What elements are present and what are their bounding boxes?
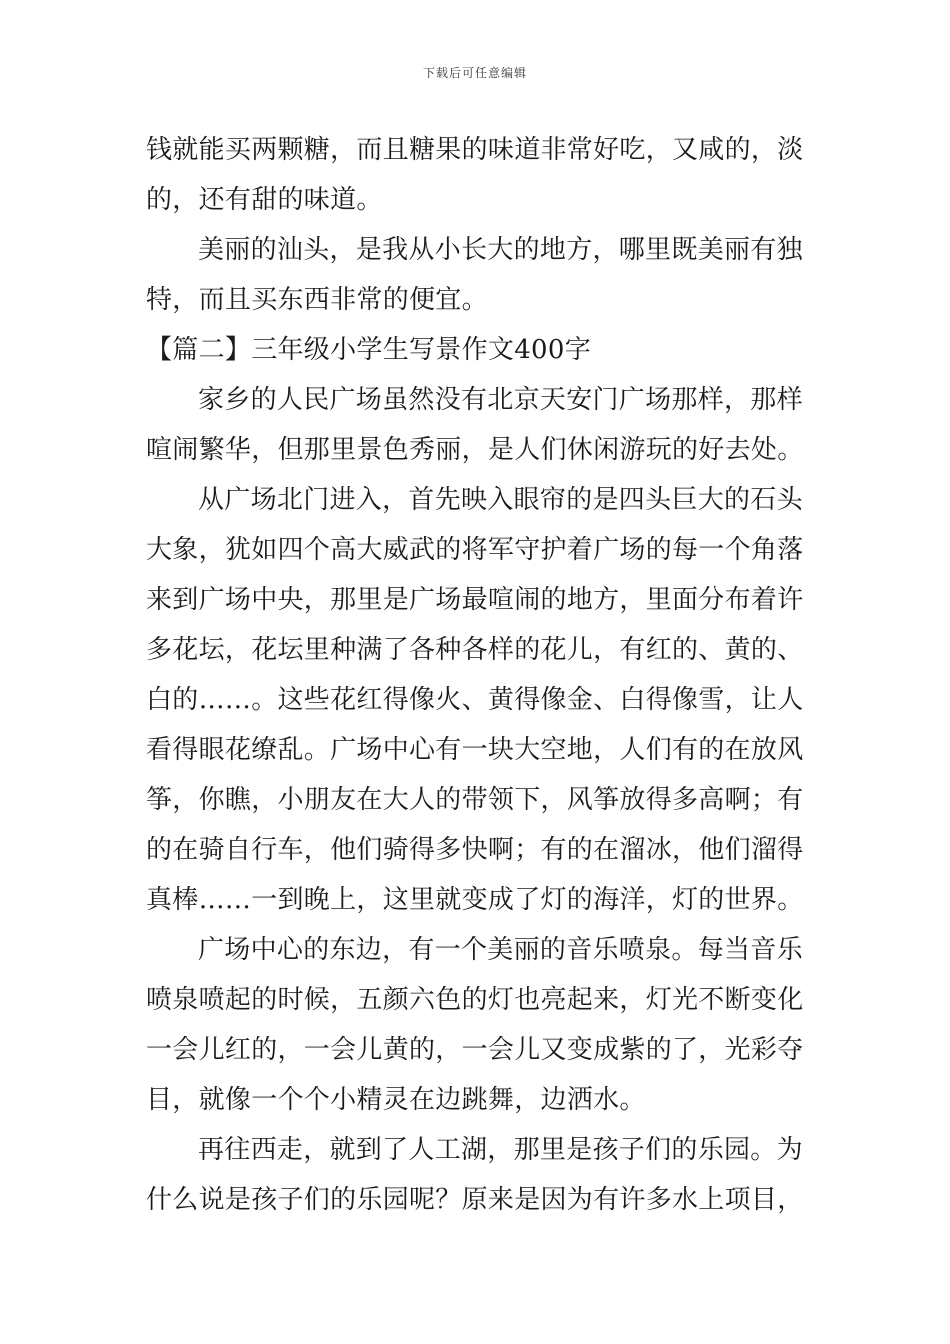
- text-line: 看得眼花缭乱。广场中心有一块大空地，人们有的在放风: [146, 735, 804, 765]
- text-line: 钱就能买两颗糖，而且糖果的味道非常好吃，又咸的，淡: [146, 135, 804, 165]
- text-line: 一会儿红的，一会儿黄的，一会儿又变成紫的了，光彩夺: [146, 1035, 804, 1065]
- text-line: 家乡的人民广场虽然没有北京天安门广场那样，那样: [198, 385, 803, 415]
- text-line: 喧闹繁华，但那里景色秀丽，是人们休闲游玩的好去处。: [146, 435, 804, 465]
- text-line: 筝，你瞧，小朋友在大人的带领下，风筝放得多高啊；有: [146, 785, 804, 815]
- text-line: 来到广场中央，那里是广场最喧闹的地方，里面分布着许: [146, 585, 804, 615]
- text-line: 特，而且买东西非常的便宜。: [146, 285, 488, 315]
- text-line: 喷泉喷起的时候，五颜六色的灯也亮起来，灯光不断变化: [146, 985, 804, 1015]
- text-line: 从广场北门进入，首先映入眼帘的是四头巨大的石头: [198, 485, 803, 515]
- page-header: 下载后可任意编辑: [422, 66, 527, 80]
- document-body: [146, 125, 816, 1225]
- text-line: 什么说是孩子们的乐园呢？原来是因为有许多水上项目，: [146, 1185, 804, 1215]
- text-line: 的在骑自行车，他们骑得多快啊；有的在溜冰，他们溜得: [146, 835, 804, 865]
- text-line: 目，就像一个个小精灵在边跳舞，边洒水。: [146, 1085, 646, 1115]
- text-line: 美丽的汕头，是我从小长大的地方，哪里既美丽有独: [198, 235, 803, 265]
- text-line: 大象，犹如四个高大威武的将军守护着广场的每一个角落: [146, 535, 804, 565]
- text-line: 【篇二】三年级小学生写景作文400字: [146, 335, 592, 365]
- text-line: 的，还有甜的味道。: [146, 185, 383, 215]
- text-line: 多花坛，花坛里种满了各种各样的花儿，有红的、黄的、: [146, 635, 804, 665]
- text-line: 广场中心的东边，有一个美丽的音乐喷泉。每当音乐: [198, 935, 803, 965]
- text-line: 真棒……一到晚上，这里就变成了灯的海洋，灯的世界。: [146, 885, 804, 915]
- text-line: 白的……。这些花红得像火、黄得像金、白得像雪，让人: [146, 685, 804, 715]
- text-line: 再往西走，就到了人工湖，那里是孩子们的乐园。为: [198, 1135, 803, 1165]
